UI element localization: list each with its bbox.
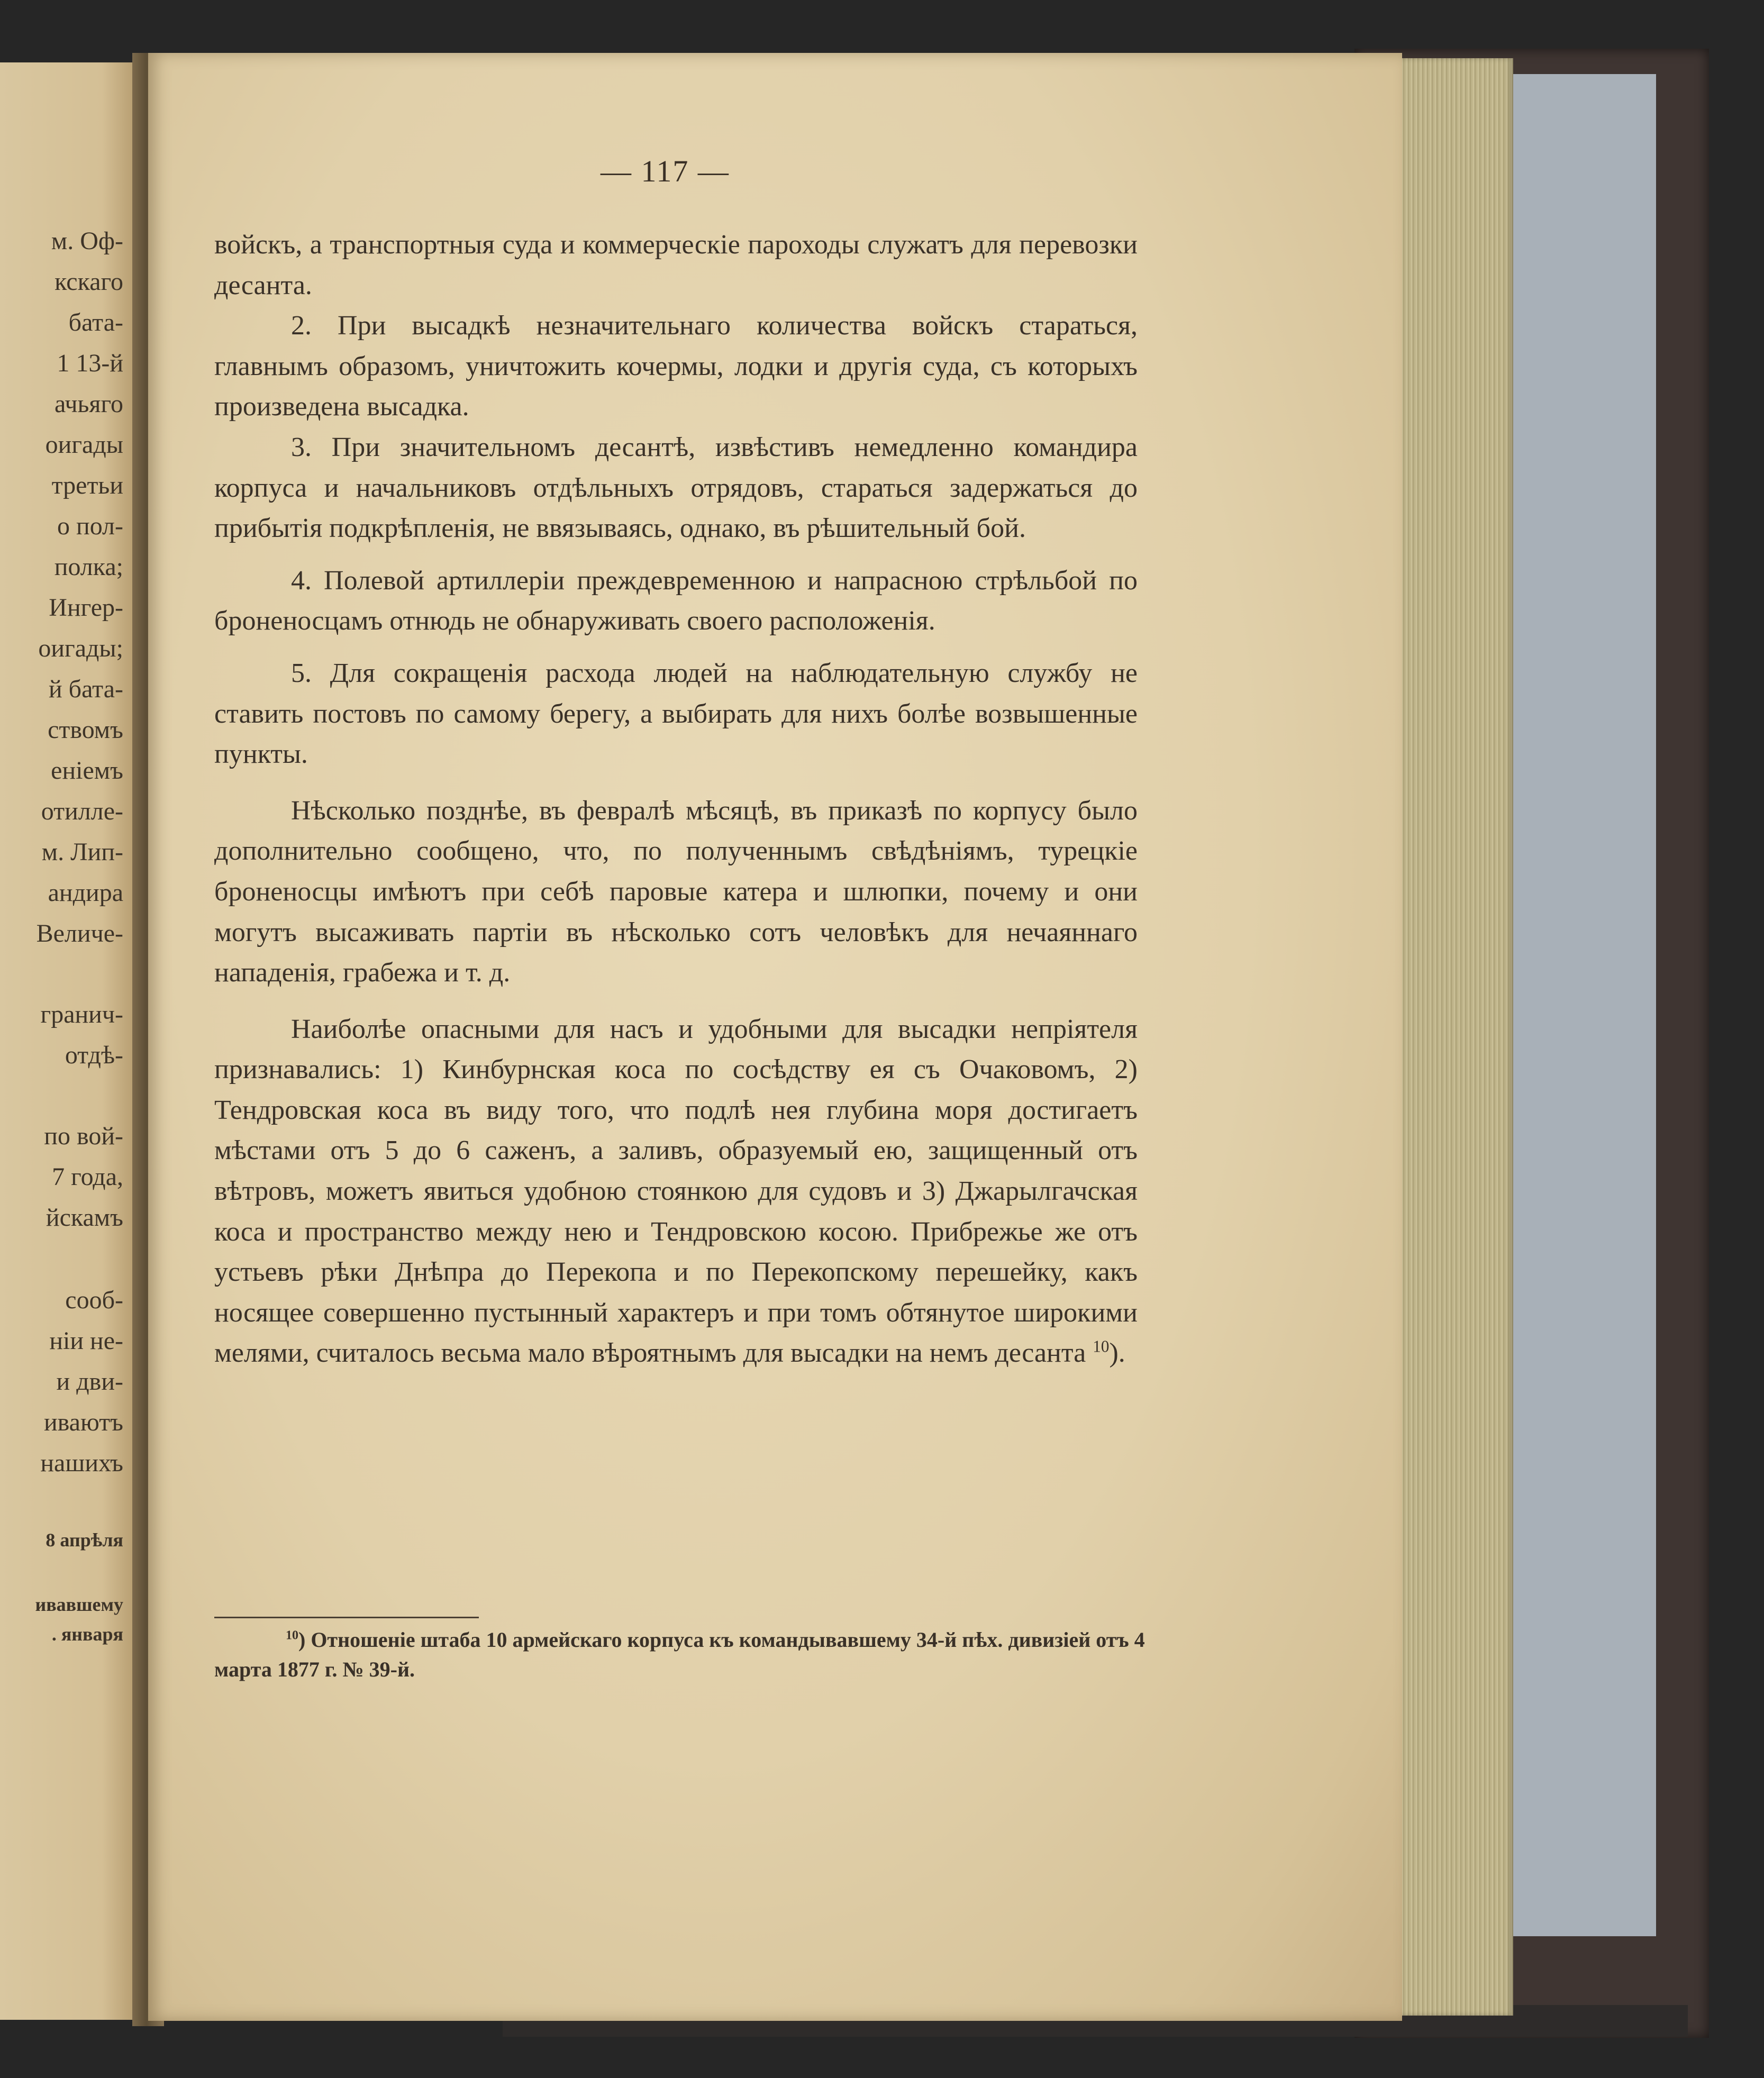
paragraph [214,427,1138,549]
paragraph-text: войскъ, а транспортныя суда и коммерческіе пароходы служатъ для перевозки десанта. [214,230,1138,300]
left-page-line: нашихъ [40,1449,123,1477]
paragraph-text: 3. При значительномъ десантѣ, извѣстивъ немедленно командира корпуса и начальниковъ отдѣльныхъ отрядовъ, стараться задержаться до прибытія подкрѣпленія, не ввязываясь, однако, въ рѣшительный бой. [214,432,1138,544]
paragraph [214,653,1138,775]
left-page-line: 7 года, [52,1163,123,1191]
body-text [214,225,1138,1374]
left-page-line: третьи [51,471,123,499]
left-page-line: ніи не- [49,1327,123,1355]
left-page-line: оигады; [38,634,123,662]
footnotes [214,1625,1145,1684]
left-page-footnote-line: 8 апрѣля [46,1529,123,1551]
paragraph [214,791,1138,994]
left-page-line: м. Лип- [41,838,123,866]
left-page-line: й бата- [48,675,123,703]
page-number: — 117 — [601,154,730,188]
paragraph-text: 5. Для сокращенія расхода людей на наблюдательную службу не ставить постовъ по самому берегу, а выбирать для нихъ болѣе возвышенные пункты. [214,658,1138,770]
left-page-line: еніемъ [51,757,123,785]
left-page-line: 1 13-й [57,349,123,377]
left-page-line: по вой- [44,1122,123,1150]
left-page-line: Величе- [36,919,123,947]
page-edges [1386,58,1513,2016]
paragraph-tail: ). [1109,1338,1125,1369]
paragraph [214,225,1138,306]
left-page-line: м. Оф- [51,227,123,255]
paragraph [214,561,1138,642]
left-page-footnote-line: . января [51,1624,123,1645]
left-page-line: андира [48,879,123,907]
footnote-reference: 10 [1093,1337,1110,1356]
footnote-marker: 10 [286,1628,298,1643]
left-page-line: иваютъ [43,1408,123,1436]
left-page-line: оигады [45,431,123,459]
left-page-line: Ингер- [49,594,123,622]
left-page-line: бата- [68,308,123,336]
left-page-line: кскаго [54,268,123,296]
paragraph-text: 2. При высадкѣ незначительнаго количества войскъ стараться, главнымъ образомъ, уничтожить кочермы, лодки и другія суда, съ которыхъ произведена высадка. [214,311,1138,422]
paragraph-text: Наиболѣе опасными для насъ и удобными для высадки непріятеля признавались: 1) Кинбурнская коса по сосѣдству ея съ Очаковомъ, 2) Тендровская коса въ виду того, что подлѣ нея глубина моря достигаетъ мѣстами отъ 5 до 6 саженъ, а заливъ, образуемый ею, защищенный отъ вѣтровъ, можетъ явиться удобною стоянкою для судовъ и 3) Джарылгачская коса и пространство между нею и Тендровскою косою. Прибрежье же отъ устьевъ рѣки Днѣпра до Перекопа и по Перекопскому перешейку, какъ носящее совершенно пустынный характеръ и при томъ обтянутое широкими мелями, считалось весьма мало вѣроятнымъ для высадки на немъ десанта [214,1014,1138,1369]
paragraph-text: Нѣсколько позднѣе, въ февралѣ мѣсяцѣ, въ приказѣ по корпусу было дополнительно сообщено, что, по полученнымъ свѣдѣніямъ, турецкіе броненосцы имѣютъ при себѣ паровые катера и шлюпки, почему и они могутъ высаживать партіи въ нѣсколько сотъ человѣкъ для нечаяннаго нападенія, грабежа и т. д. [214,795,1138,988]
left-page-line: ствомъ [48,716,123,744]
footnote-text: ) Отношеніе штаба 10 армейскаго корпуса къ командывавшему 34-й пѣх. дивизіей отъ 4 марта 1877 г. № 39-й. [214,1628,1145,1681]
left-page-line: йскамъ [46,1204,123,1232]
left-page-line: о пол- [57,512,123,540]
left-page-footnote-line: ивавшему [35,1594,123,1615]
paragraph [214,1009,1138,1374]
left-page-line: сооб- [65,1286,123,1314]
left-page-line: гранич- [40,1000,123,1028]
left-page-line: отдѣ- [65,1041,123,1069]
left-page-line: и дви- [56,1368,123,1396]
left-page-line: ачьяго [54,390,123,418]
footnote-divider [214,1617,479,1618]
left-page [0,62,146,2020]
paragraph [214,306,1138,427]
footnote-10 [214,1625,1145,1684]
left-page-line: отилле- [41,797,123,825]
left-page-line: полка; [54,553,123,581]
paragraph-text: 4. Полевой артиллеріи преждевременною и напрасною стрѣльбой по броненосцамъ отнюдь не обнаруживать своего расположенія. [214,565,1138,636]
